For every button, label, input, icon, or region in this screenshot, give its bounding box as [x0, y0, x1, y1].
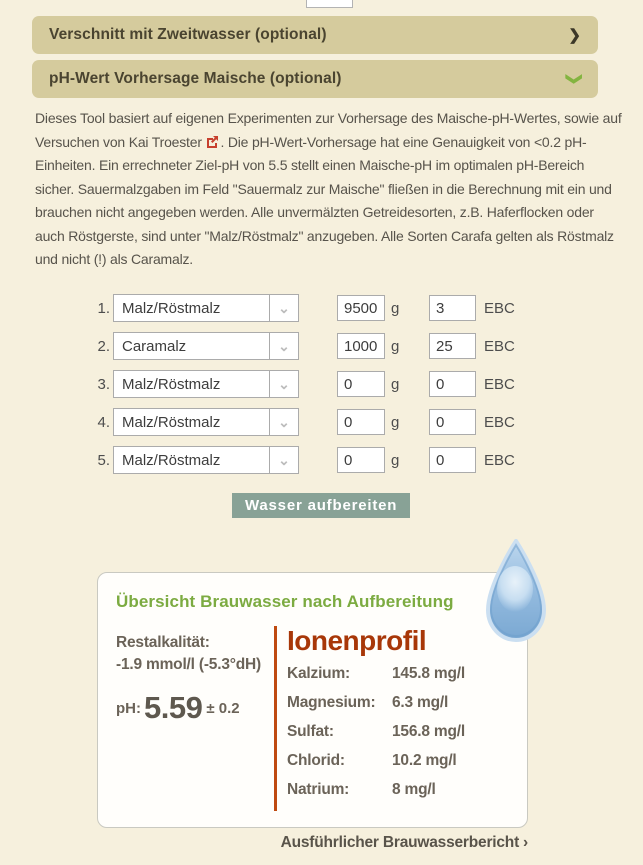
chevron-down-icon: ⌄	[269, 295, 298, 321]
intro-line: sicher. Sauermalzgaben im Feld "Sauermalz zur Maische" fließen in die Berechnung mit ein und	[35, 180, 612, 197]
gram-unit-label: g	[391, 299, 400, 317]
grams-input[interactable]	[337, 371, 385, 397]
ion-label: Kalzium:	[287, 665, 350, 682]
intro-line	[35, 131, 635, 155]
row-number: 3.	[97, 375, 110, 393]
ion-row	[287, 666, 509, 682]
intro-line-text: Versuchen von Kai Troester	[35, 133, 206, 150]
malt-type-select[interactable]	[113, 332, 299, 360]
intro-line: Einheiten. Ein errechneter Ziel-pH von 5.5 stellt einen Maische-pH im optimalen pH-Bereich	[35, 157, 585, 173]
ion-value: 156.8 mg/l	[392, 723, 465, 740]
malt-row-1	[89, 294, 515, 322]
intro-line: auch Röstgerste, sind unter "Malz/Röstmalz" anzugeben. Alle Sorten Carafa gelten als Röstmalz	[35, 227, 614, 244]
row-number: 2.	[97, 337, 110, 355]
row-number: 5.	[97, 451, 110, 469]
intro-line-text: . Die pH-Wert-Vorhersage hat eine Genauigkeit von <0.2 pH-	[220, 133, 587, 150]
ion-label: Sulfat:	[287, 723, 334, 740]
ion-row	[287, 782, 509, 798]
external-link-icon[interactable]	[206, 132, 219, 145]
gram-unit-label: g	[391, 413, 400, 431]
ebc-input[interactable]	[429, 371, 476, 397]
ion-value: 8 mg/l	[392, 781, 436, 798]
accordion-verschnitt-label: Verschnitt mit Zweitwasser (optional)	[49, 26, 327, 43]
ph-value: 5.59	[144, 690, 203, 725]
brauwasserbericht-link-label: Ausführlicher Brauwasserbericht	[280, 834, 520, 851]
malt-type-value: Malz/Röstmalz	[122, 413, 221, 431]
chevron-down-icon: ⌄	[269, 333, 298, 359]
malt-type-value: Malz/Röstmalz	[122, 375, 221, 393]
ion-row	[287, 695, 509, 711]
ebc-input[interactable]	[429, 447, 476, 473]
chevron-down-icon: ⌄	[269, 409, 298, 435]
intro-line: und nicht (!) als Caramalz.	[35, 251, 193, 267]
ebc-unit-label: EBC	[484, 375, 515, 393]
ion-label: Chlorid:	[287, 752, 345, 769]
accordion-verschnitt[interactable]	[32, 16, 598, 54]
chevron-right-icon: ›	[523, 834, 528, 851]
gram-unit-label: g	[391, 375, 400, 393]
ion-label: Magnesium:	[287, 694, 376, 711]
ebc-input[interactable]	[429, 333, 476, 359]
wasser-aufbereiten-button[interactable]: Wasser aufbereiten	[232, 493, 410, 518]
malt-row-3	[89, 370, 515, 398]
intro-line: brauchen nicht angegeben werden. Alle unvermälzten Getreidesorten, z.B. Haferflocken oder	[35, 204, 594, 220]
chevron-down-icon: ⌄	[269, 447, 298, 473]
restalkalitaet-block	[116, 626, 274, 811]
accordion-ph-vorhersage[interactable]	[32, 60, 598, 98]
ph-tolerance: ± 0.2	[206, 699, 240, 717]
row-number: 1.	[97, 299, 110, 317]
ion-label: Natrium:	[287, 781, 350, 798]
accordion-ph-label: pH-Wert Vorhersage Maische (optional)	[49, 70, 342, 87]
malt-row-5	[89, 446, 515, 474]
ion-value: 6.3 mg/l	[392, 694, 449, 711]
gram-unit-label: g	[391, 337, 400, 355]
row-number: 4.	[97, 413, 110, 431]
malt-row-4	[89, 408, 515, 436]
malt-type-select[interactable]	[113, 446, 299, 474]
ph-label: pH:	[116, 699, 141, 717]
ion-value: 145.8 mg/l	[392, 665, 465, 682]
ion-profile-block	[274, 626, 509, 811]
partial-input-fragment[interactable]	[306, 0, 353, 8]
brauwasserbericht-link[interactable]	[0, 834, 528, 852]
ebc-input[interactable]	[429, 295, 476, 321]
chevron-down-icon: ⌄	[269, 371, 298, 397]
chevron-right-icon: ❯	[568, 27, 581, 44]
gram-unit-label: g	[391, 451, 400, 469]
malt-type-select[interactable]	[113, 370, 299, 398]
ion-row	[287, 724, 509, 740]
chevron-down-icon: ❯	[565, 72, 583, 86]
water-drop-icon	[481, 539, 551, 645]
result-card-title: Übersicht Brauwasser nach Aufbereitung	[116, 592, 454, 611]
grams-input[interactable]	[337, 409, 385, 435]
restalkalitaet-value: -1.9 mmol/l (-5.3°dH)	[116, 656, 261, 673]
intro-line: Dieses Tool basiert auf eigenen Experimenten zur Vorhersage des Maische-pH-Wertes, sowie auf	[35, 110, 622, 126]
malt-row-2	[89, 332, 515, 360]
ebc-unit-label: EBC	[484, 413, 515, 431]
ebc-unit-label: EBC	[484, 299, 515, 317]
malt-type-select[interactable]	[113, 294, 299, 322]
brauwasser-result-card	[97, 572, 528, 828]
malt-type-value: Malz/Röstmalz	[122, 299, 221, 317]
grams-input[interactable]	[337, 295, 385, 321]
ph-line	[116, 690, 274, 726]
grams-input[interactable]	[337, 447, 385, 473]
intro-paragraph	[35, 107, 635, 272]
restalkalitaet-label: Restalkalität:	[116, 634, 210, 651]
ebc-unit-label: EBC	[484, 451, 515, 469]
grams-input[interactable]	[337, 333, 385, 359]
ion-row	[287, 753, 509, 769]
ion-value: 10.2 mg/l	[392, 752, 457, 769]
malt-type-value: Malz/Röstmalz	[122, 451, 221, 469]
malt-type-select[interactable]	[113, 408, 299, 436]
ion-profile-title: Ionenprofil	[287, 625, 427, 656]
ebc-unit-label: EBC	[484, 337, 515, 355]
ebc-input[interactable]	[429, 409, 476, 435]
malt-type-value: Caramalz	[122, 337, 187, 355]
